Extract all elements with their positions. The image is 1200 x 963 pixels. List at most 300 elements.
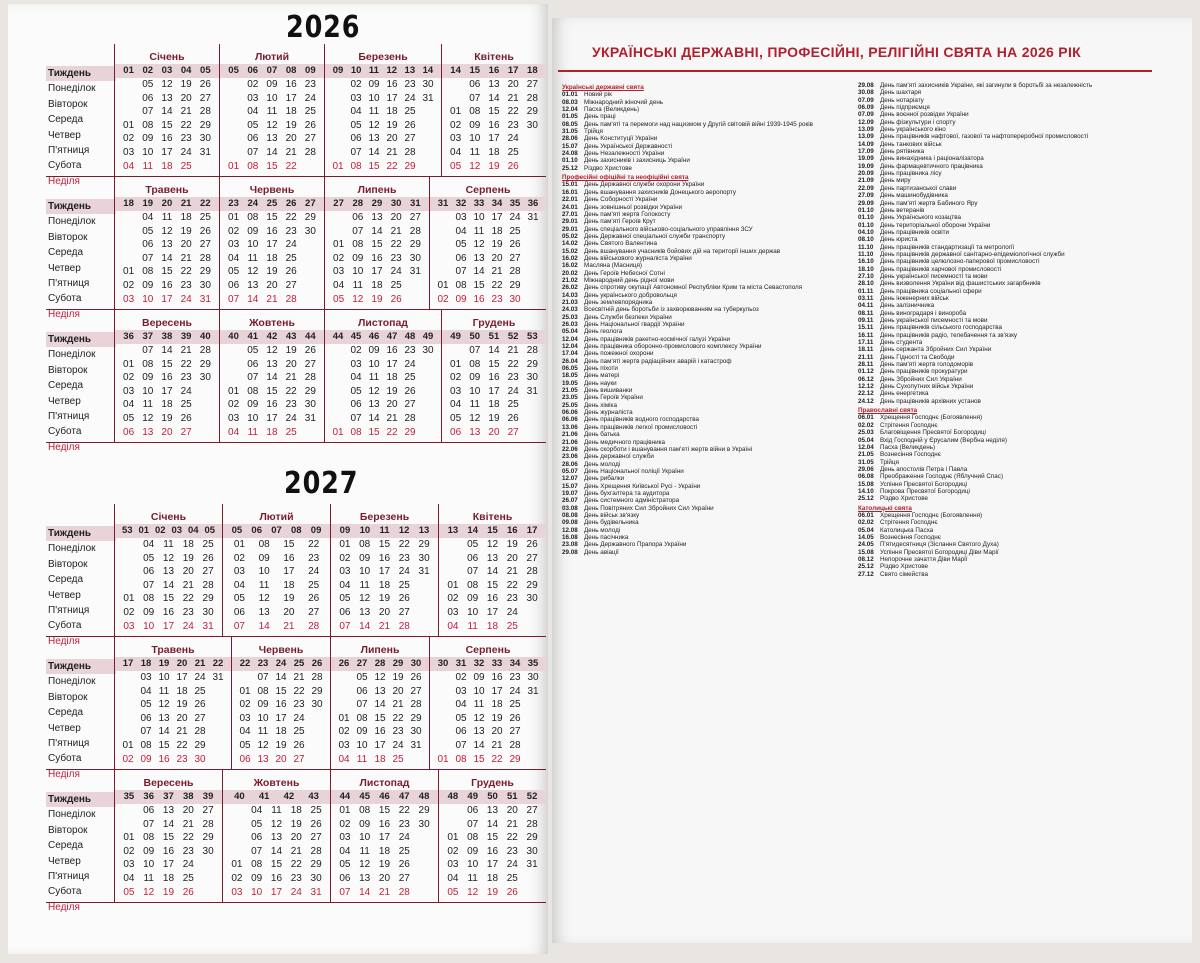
week-number: 20	[176, 658, 188, 669]
day-cell: 31	[422, 92, 434, 104]
day-cell: 16	[266, 225, 278, 237]
day-cell: 09	[143, 845, 155, 857]
day-cell: 08	[356, 712, 368, 724]
day-cell: 14	[266, 372, 278, 384]
holiday-row	[562, 424, 852, 431]
holiday-row	[562, 350, 852, 357]
month-block	[114, 44, 219, 176]
week-column	[177, 344, 195, 439]
holiday-date: 08.03	[562, 98, 578, 106]
week-number: 42	[266, 331, 278, 342]
month-block	[429, 637, 546, 769]
day-cell: 19	[488, 160, 500, 172]
holiday-name: День працівника лісу	[880, 170, 942, 178]
holiday-row	[562, 490, 852, 497]
day-cell: 18	[486, 620, 499, 632]
day-cell: 22	[308, 539, 320, 550]
day-cell: 11	[247, 252, 258, 264]
month-block	[114, 637, 231, 769]
day-cell: 27	[285, 279, 297, 291]
day-name-label: Четвер	[48, 262, 81, 274]
holiday-name: Трійця	[880, 458, 899, 466]
day-cell: 06	[469, 79, 481, 90]
holiday-row	[562, 121, 852, 128]
holidays-column-1	[562, 82, 852, 556]
day-cell: 15	[488, 106, 500, 118]
days-grid	[115, 211, 219, 306]
day-cell: 14	[486, 566, 499, 578]
day-cell: 28	[199, 345, 211, 356]
holiday-date: 19.09	[858, 155, 874, 163]
holiday-row	[562, 306, 852, 313]
day-cell: 01	[338, 712, 350, 724]
day-cell: 13	[161, 239, 173, 251]
holiday-name: День журналіста	[584, 409, 633, 417]
day-cell: 20	[491, 252, 503, 264]
week-column	[272, 671, 290, 766]
day-cell: 02	[338, 726, 350, 738]
day-cell: 26	[304, 345, 316, 356]
month-block	[324, 310, 441, 442]
holiday-date: 16.11	[858, 331, 874, 339]
holiday-row	[562, 541, 852, 548]
week-column	[485, 78, 503, 173]
day-cell: 26	[202, 552, 214, 564]
day-cell: 17	[488, 385, 500, 397]
day-cell: 02	[450, 119, 462, 131]
day-cell: 28	[398, 620, 410, 632]
holiday-row	[858, 383, 1158, 390]
day-cell: 16	[283, 552, 295, 564]
day-cell: 15	[270, 859, 283, 871]
day-cell: 31	[410, 739, 422, 751]
day-cell: 11	[356, 753, 368, 765]
day-cell: 01	[123, 832, 135, 844]
holiday-row	[858, 549, 1158, 556]
day-cell: 09	[247, 399, 259, 411]
day-cell: 21	[378, 620, 391, 632]
day-cell: 30	[310, 872, 322, 884]
week-number: 15	[487, 525, 498, 536]
month-name: Вересень	[141, 317, 192, 329]
day-cell: 22	[180, 358, 192, 370]
holiday-row	[858, 527, 1158, 534]
day-cell: 08	[455, 279, 467, 291]
week-column	[301, 211, 319, 306]
holiday-name: День підприємця	[880, 104, 930, 112]
day-cell: 01	[333, 239, 345, 251]
holiday-row	[562, 534, 852, 541]
day-cell: 01	[122, 739, 134, 751]
week-number: 43	[285, 331, 297, 342]
day-cell: 13	[258, 606, 270, 618]
holiday-name: День працівників целюлозно-паперової промисловості	[880, 258, 1040, 266]
day-cell: 04	[143, 539, 155, 550]
week-numbers	[115, 64, 219, 78]
day-cell: 16	[285, 79, 297, 90]
day-cell: 28	[526, 92, 538, 104]
day-cell: 22	[398, 539, 410, 550]
day-cell: 18	[266, 252, 278, 264]
holiday-row	[858, 332, 1158, 339]
day-cell: 13	[266, 358, 278, 370]
day-cell: 30	[422, 79, 434, 90]
holiday-date: 22.12	[858, 390, 874, 398]
day-cell: 30	[199, 372, 211, 384]
day-cell: 05	[339, 859, 351, 871]
day-cell: 12	[368, 119, 380, 131]
holiday-name: Міжнародний день рідної мови	[584, 276, 675, 284]
day-name-label: П'ятниця	[48, 604, 90, 616]
day-cell: 06	[143, 805, 155, 816]
day-cell: 06	[228, 279, 240, 291]
day-cell: 16	[161, 279, 173, 291]
day-cell: 21	[293, 672, 305, 683]
holiday-name: День рибалки	[584, 475, 625, 483]
day-cell: 28	[311, 672, 323, 683]
day-cell: 28	[304, 372, 316, 384]
day-cell: 17	[386, 358, 398, 370]
holiday-name: Благовіщення Пресвятої Богородиці	[880, 429, 986, 437]
day-cell: 05	[450, 160, 462, 172]
month-name: Червень	[258, 644, 304, 656]
day-cell: 11	[368, 106, 380, 118]
month-block	[231, 637, 330, 769]
holiday-name: День спеціального військово-соціального управління ЗСУ	[584, 225, 753, 233]
holiday-name: День землевпорядника	[584, 298, 653, 306]
day-cell: 24	[285, 412, 297, 424]
day-cell: 05	[339, 593, 351, 605]
holiday-date: 25.05	[562, 401, 578, 409]
day-cell: 08	[359, 539, 371, 550]
day-cell: 22	[507, 358, 519, 370]
day-cell: 31	[212, 672, 224, 683]
week-column	[419, 78, 437, 173]
holiday-name: День Соборності України	[584, 196, 658, 204]
day-cell: 26	[507, 160, 519, 172]
day-cell: 15	[368, 426, 380, 438]
day-cell: 24	[390, 266, 402, 278]
week-number: 49	[422, 331, 434, 342]
day-cell: 23	[506, 593, 518, 605]
week-column	[488, 671, 506, 766]
holiday-row	[858, 251, 1158, 258]
day-cell: 25	[310, 805, 322, 816]
day-name-label: Середа	[48, 574, 84, 586]
day-cell: 19	[180, 79, 192, 90]
day-cell: 11	[271, 805, 282, 816]
day-cell: 20	[180, 239, 192, 251]
days-grid	[223, 538, 330, 633]
day-names-column	[46, 199, 116, 322]
week-column	[158, 78, 176, 173]
holiday-name: День пам'яті жертв радіаційних аварій і катастроф	[584, 357, 732, 365]
holiday-date: 21.02	[562, 276, 578, 284]
day-cell: 10	[469, 385, 481, 397]
day-cell: 02	[231, 872, 243, 884]
day-cell: 14	[368, 412, 380, 424]
day-cell: 27	[310, 832, 322, 844]
holiday-row	[562, 387, 852, 394]
day-cell: 18	[161, 399, 173, 411]
holiday-date: 04.11	[858, 302, 874, 310]
week-column	[305, 538, 323, 633]
day-cell: 04	[228, 252, 240, 264]
day-cell: 26	[310, 818, 322, 830]
day-cell: 28	[526, 818, 538, 830]
month-name: Березень	[359, 511, 410, 523]
day-cell: 13	[161, 92, 173, 104]
day-cell: 27	[526, 79, 538, 90]
day-cell: 15	[378, 805, 391, 816]
day-cell: 24	[180, 293, 192, 305]
day-cell: 11	[161, 212, 173, 223]
day-cell: 28	[410, 699, 422, 711]
day-cell: 18	[378, 579, 391, 591]
holiday-name: День Державної спеціальної служби транспорту	[584, 232, 726, 240]
day-cell: 04	[350, 372, 362, 384]
day-cell: 22	[293, 685, 305, 697]
day-cell: 23	[398, 552, 410, 564]
holiday-date: 12.04	[562, 335, 578, 343]
month-name: Серпень	[465, 644, 511, 656]
day-cell: 02	[339, 552, 351, 564]
day-cell: 25	[202, 539, 214, 550]
holiday-date: 13.09	[858, 126, 874, 134]
day-cell: 06	[350, 399, 362, 411]
day-cell: 01	[437, 279, 449, 291]
day-cell: 12	[486, 539, 499, 550]
day-cell: 25	[194, 685, 206, 697]
day-cell: 18	[285, 106, 297, 118]
week-number: 45	[350, 331, 362, 342]
day-cell: 09	[251, 872, 263, 884]
day-cell: 25	[404, 106, 416, 118]
day-cell: 19	[488, 412, 500, 424]
week-number: 14	[422, 65, 434, 76]
holiday-name: День шахтаря	[880, 89, 922, 97]
holiday-name: День працівників легкої промисловості	[584, 423, 698, 431]
day-cell: 02	[350, 345, 362, 356]
day-cell: 03	[247, 92, 259, 104]
day-cell: 25	[180, 160, 192, 172]
day-cell: 03	[123, 620, 135, 632]
holiday-row	[562, 416, 852, 423]
day-cell: 27	[202, 566, 214, 578]
holiday-date: 14.09	[858, 140, 874, 148]
holiday-date: 30.08	[858, 89, 874, 97]
day-cell: 25	[180, 399, 192, 411]
day-names-column	[46, 332, 116, 455]
day-cell: 12	[359, 593, 371, 605]
holiday-name: Міжнародний жіночий день	[584, 98, 664, 106]
day-cell: 02	[123, 279, 135, 291]
day-cell: 30	[526, 119, 538, 131]
holiday-name: День працівників архівних установ	[880, 397, 981, 405]
holiday-name: Трійця	[584, 128, 603, 136]
day-cell: 12	[374, 672, 386, 683]
day-cell: 15	[162, 832, 175, 844]
holiday-row	[858, 339, 1158, 346]
day-cell: 19	[506, 539, 518, 550]
week-column	[464, 804, 482, 899]
day-cell: 08	[143, 593, 155, 605]
day-cell: 24	[180, 146, 192, 158]
holiday-name: День рятівника	[880, 148, 925, 156]
holiday-date: 24.05	[858, 541, 874, 549]
day-cell: 20	[390, 212, 402, 223]
week-number: 12	[398, 525, 410, 536]
day-cell: 12	[469, 160, 481, 172]
day-cell: 04	[338, 753, 350, 765]
week-number: 27	[333, 198, 344, 209]
day-cell: 07	[142, 345, 154, 356]
holiday-row	[562, 394, 852, 401]
week-numbers	[430, 197, 546, 211]
week-number: 40	[228, 331, 239, 342]
day-cell: 17	[374, 739, 386, 751]
days-grid	[439, 804, 546, 899]
holiday-date: 12.08	[562, 526, 578, 534]
months-row	[114, 504, 546, 636]
holiday-row	[858, 141, 1158, 148]
day-cell: 06	[140, 712, 152, 724]
holiday-name: День нотаріату	[880, 96, 924, 104]
week-column	[209, 671, 227, 766]
day-cell: 31	[304, 412, 316, 424]
holiday-row	[858, 390, 1158, 397]
day-cell: 12	[158, 699, 170, 711]
day-cell: 21	[285, 372, 297, 384]
holiday-name: День пам'яті жертв Бабиного Яру	[880, 199, 978, 207]
week-numbers	[115, 197, 219, 211]
holiday-name: День Збройних Сил України	[880, 375, 962, 383]
holiday-date: 05.04	[562, 328, 578, 336]
day-cell: 15	[158, 739, 170, 751]
holiday-date: 01.05	[562, 113, 578, 121]
day-cell: 24	[308, 566, 320, 578]
week-column	[336, 538, 354, 633]
day-cell: 04	[123, 160, 135, 172]
holiday-date: 01.11	[858, 287, 874, 295]
day-cell: 06	[142, 239, 154, 251]
week-column	[434, 671, 452, 766]
week-number: 11	[368, 65, 379, 76]
day-cell: 23	[509, 672, 521, 683]
day-cell: 28	[509, 739, 521, 751]
day-cell: 16	[162, 845, 175, 857]
day-cell: 21	[491, 266, 503, 278]
day-cell: 08	[455, 753, 467, 765]
day-cell: 16	[491, 672, 503, 683]
day-cell: 06	[233, 606, 245, 618]
holiday-row	[562, 255, 852, 262]
day-cell: 12	[162, 552, 175, 564]
day-cell: 04	[251, 805, 263, 816]
day-cell: 07	[339, 620, 351, 632]
day-cell: 15	[473, 753, 485, 765]
day-cell: 07	[233, 620, 245, 632]
holiday-row	[858, 119, 1158, 126]
month-name: Жовтень	[253, 777, 300, 789]
holiday-date: 05.07	[562, 467, 578, 475]
week-number: 47	[399, 791, 410, 802]
day-cell: 14	[161, 106, 173, 118]
day-cell: 09	[467, 593, 479, 605]
day-cell: 07	[455, 739, 467, 751]
day-name-label: Понеділок	[48, 809, 96, 821]
holiday-name: День медичного працівника	[584, 438, 665, 446]
holiday-name: День визволення України від фашистських загарбників	[880, 280, 1041, 288]
day-cell: 28	[199, 252, 211, 264]
week-number: 35	[123, 791, 135, 802]
day-name-label: Понеділок	[48, 543, 96, 555]
week-column	[503, 804, 521, 899]
day-cell: 11	[469, 146, 480, 158]
day-cell: 11	[467, 620, 478, 632]
holiday-row	[858, 111, 1158, 118]
day-cell: 04	[339, 579, 351, 591]
holiday-date: 11.10	[858, 243, 874, 251]
holiday-date: 21.06	[562, 431, 578, 439]
day-cell: 15	[486, 832, 499, 844]
day-cell: 27	[526, 805, 538, 816]
holiday-row	[562, 135, 852, 142]
week-number: 03	[161, 65, 173, 76]
day-cell: 07	[350, 412, 362, 424]
month-name: Січень	[150, 511, 187, 523]
day-cell: 27	[308, 606, 320, 618]
day-cell: 17	[486, 606, 499, 618]
day-cell: 03	[333, 266, 345, 278]
week-column	[375, 804, 393, 899]
day-cell: 11	[467, 872, 478, 884]
week-number: 24	[275, 658, 287, 669]
holiday-row	[858, 466, 1158, 473]
month-name: Квітень	[474, 51, 514, 63]
day-cell: 03	[339, 832, 351, 844]
week-column	[263, 78, 281, 173]
week-number: 48	[404, 331, 416, 342]
holiday-name: Католицька Пасха	[880, 526, 934, 534]
year-2027-calendar	[46, 504, 546, 913]
month-name: Січень	[149, 51, 185, 63]
month-block	[219, 177, 324, 309]
week-number: 44	[339, 791, 351, 802]
day-cell: 12	[258, 593, 270, 605]
holiday-name: День працівників нафтової, газової та нафтопереробної промисловості	[880, 133, 1089, 141]
week-column	[349, 211, 367, 306]
holiday-row	[858, 192, 1158, 199]
day-cell: 09	[356, 726, 368, 738]
week-column	[179, 804, 197, 899]
day-cell: 12	[473, 712, 485, 724]
day-cell: 03	[450, 133, 462, 145]
day-cell: 13	[158, 712, 170, 724]
day-cell: 13	[473, 726, 485, 738]
holiday-date: 11.10	[858, 250, 874, 258]
holiday-row	[562, 446, 852, 453]
week-number: 40	[234, 791, 245, 802]
holiday-row	[858, 310, 1158, 317]
day-name-label: Тиждень	[46, 659, 116, 674]
day-cell: 24	[509, 685, 521, 697]
day-cell: 24	[180, 385, 192, 397]
week-number: 12	[386, 65, 398, 76]
week-column	[488, 211, 506, 306]
day-cell: 18	[162, 872, 175, 884]
day-cell: 18	[275, 726, 287, 738]
